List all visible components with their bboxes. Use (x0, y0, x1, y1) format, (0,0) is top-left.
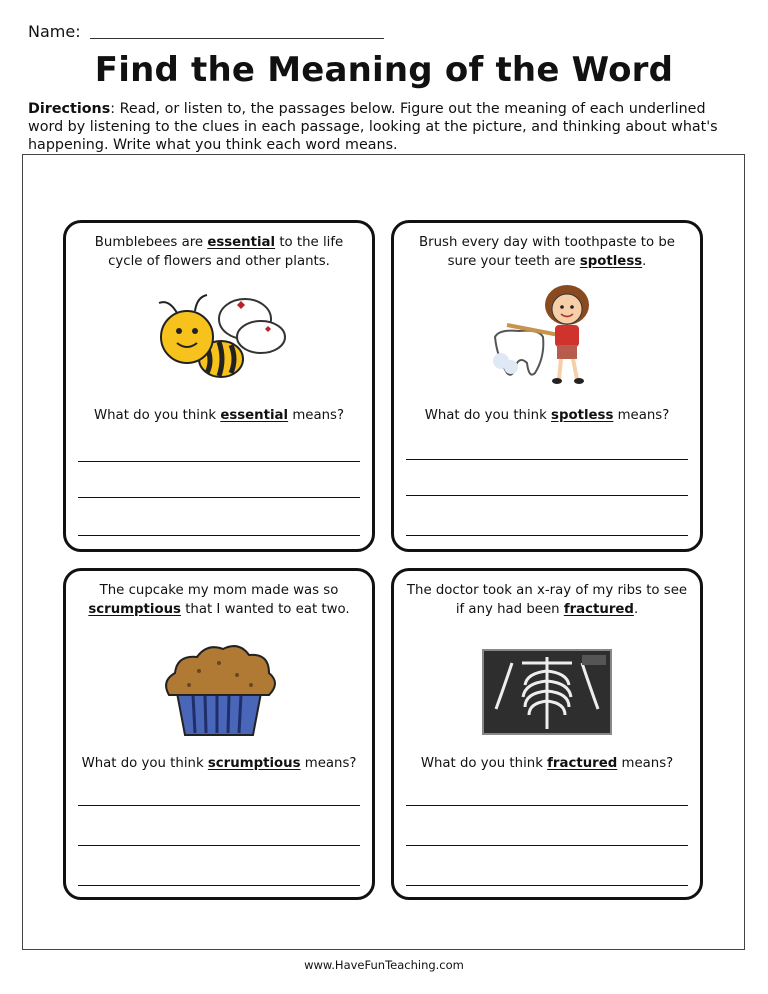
answer-line[interactable] (406, 459, 688, 460)
question-text: means? (613, 408, 670, 423)
target-word: fractured (563, 602, 634, 617)
answer-line[interactable] (78, 497, 360, 498)
question-text: What do you think (93, 408, 221, 423)
answer-line[interactable] (406, 805, 688, 806)
passage (404, 581, 690, 619)
directions-label: Directions (28, 101, 111, 117)
card-scrumptious (63, 568, 375, 900)
question (400, 756, 694, 771)
answer-line[interactable] (78, 885, 360, 886)
page-title: Find the Meaning of the Word (94, 50, 674, 90)
target-word: scrumptious (207, 756, 301, 771)
question (400, 408, 694, 423)
question-text: means? (617, 756, 674, 771)
girl-brushing-tooth-icon (487, 283, 607, 387)
passage-text: that I wanted to eat two. (180, 602, 350, 617)
passage-text: The doctor took an x-ray of my ribs to see if any had been (406, 583, 688, 617)
card-fractured (391, 568, 703, 900)
name-line[interactable] (90, 38, 384, 39)
passage-text: to the life cycle of flowers and other plants. (108, 235, 344, 269)
answer-line[interactable] (406, 845, 688, 846)
answer-line[interactable] (78, 461, 360, 462)
bee-icon (149, 289, 289, 385)
name-label: Name: (28, 22, 81, 41)
question-text: What do you think (424, 408, 552, 423)
target-word: fractured (547, 756, 618, 771)
answer-line[interactable] (78, 805, 360, 806)
target-word: essential (220, 408, 289, 423)
answer-line[interactable] (78, 535, 360, 536)
passage (404, 233, 690, 271)
answer-line[interactable] (406, 495, 688, 496)
directions-text: : Read, or listen to, the passages below. Figure out the meaning of each underlined word by listening to the clues in each passage, looking at the picture, and thinking about what's happening. Write what you think each word means. (28, 101, 718, 153)
passage (76, 233, 362, 271)
footer-url[interactable]: www.HaveFunTeaching.com (304, 958, 464, 972)
question-text: means? (300, 756, 357, 771)
card-essential (63, 220, 375, 552)
card-spotless (391, 220, 703, 552)
passage-text: Brush every day with toothpaste to be sure your teeth are (419, 235, 675, 269)
answer-line[interactable] (78, 845, 360, 846)
target-word: spotless (579, 254, 643, 269)
passage-text: . (642, 254, 647, 269)
passage-text: Bumblebees are (94, 235, 208, 250)
question (72, 408, 366, 423)
directions (28, 100, 740, 154)
question-text: What do you think (420, 756, 548, 771)
question (72, 756, 366, 771)
target-word: spotless (551, 408, 614, 423)
answer-line[interactable] (406, 885, 688, 886)
question-text: What do you think (81, 756, 208, 771)
passage-text: . (633, 602, 639, 617)
answer-line[interactable] (406, 535, 688, 536)
target-word: essential (207, 235, 276, 250)
cupcake-icon (159, 641, 279, 741)
xray-icon (482, 649, 612, 735)
target-word: scrumptious (88, 602, 181, 617)
passage (76, 581, 362, 619)
passage-text: The cupcake my mom made was so (99, 583, 339, 598)
question-text: means? (288, 408, 345, 423)
